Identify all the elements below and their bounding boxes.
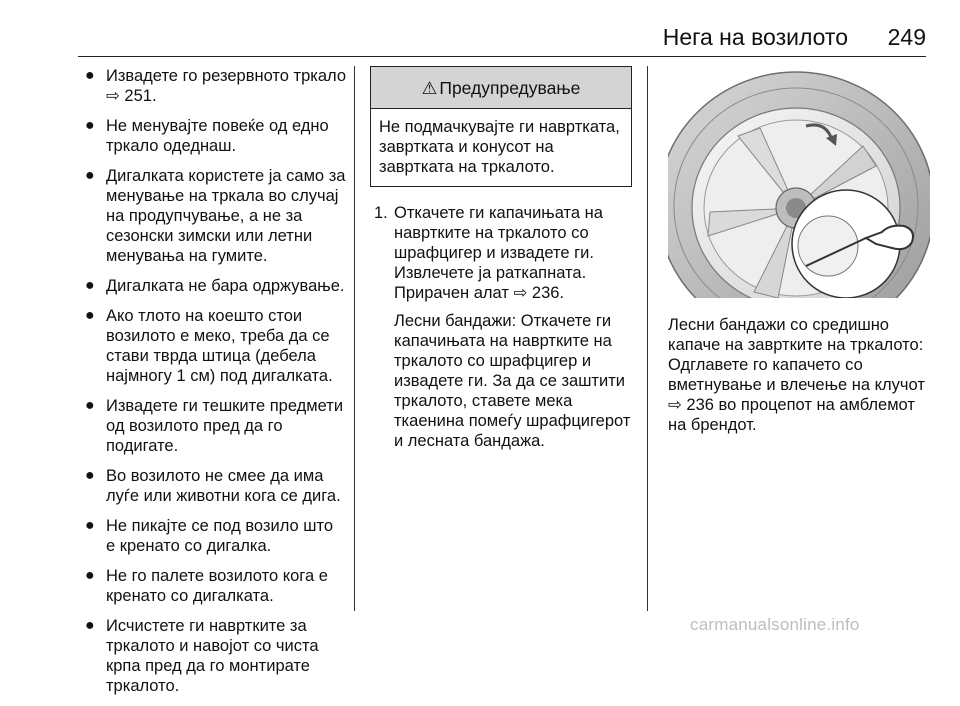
bullet-text: Не го палете возилото кога е кренато со дигалката.	[106, 567, 328, 605]
watermark: carmanualsonline.info	[690, 615, 860, 634]
ref-arrow-icon: ⇨	[513, 284, 528, 302]
column-divider	[647, 66, 648, 611]
precaution-list	[84, 66, 346, 696]
wheel-illustration	[668, 66, 930, 298]
bullet-text: Исчистете ги навртките за тркалото и навојот со чиста крпа пред да го монтирате тркалото.	[106, 617, 319, 695]
list-item	[84, 566, 346, 606]
bullet-icon: ●	[85, 517, 95, 534]
section-title: Нега на возилото	[662, 24, 848, 50]
list-item	[84, 616, 346, 696]
page-reference-link[interactable]: 236.	[531, 284, 565, 302]
column-middle	[370, 66, 634, 459]
header-rule	[78, 56, 926, 57]
step-text: Откачете ги капачињата на навртките на тркалото со шрафцигер и извадете ги. Извлечете ја раткапната. Прирачен алат	[394, 204, 603, 302]
caption-text: Лесни бандажи со средишно капаче на завртките на тркалото: Одглавете го капачето со вметнување и влечење на клучот	[668, 316, 925, 394]
warning-icon: ⚠	[421, 77, 438, 98]
bullet-text: Дигалката користете ја само за менување на тркала во случај на продупчување, а не за сезонски зимски или летни менувања на гумите.	[106, 167, 346, 265]
bullet-icon: ●	[85, 617, 95, 634]
step-item	[374, 203, 634, 451]
bullet-icon: ●	[85, 467, 95, 484]
warning-box	[370, 66, 632, 187]
page-header	[0, 22, 960, 58]
bullet-text: Во возилото не смее да има луѓе или животни кога се дига.	[106, 467, 341, 505]
list-item	[84, 166, 346, 266]
bullet-icon: ●	[85, 567, 95, 584]
bullet-icon: ●	[85, 277, 95, 294]
column-right	[668, 66, 930, 435]
bullet-text: Ако тлото на коешто стои возилото е меко, треба да се стави тврда штица (дебела најмногу 1 см) под дигалката.	[106, 307, 333, 385]
page-reference-link[interactable]: 236 во процепот на амблемот на брендот.	[668, 396, 915, 434]
figure-caption	[668, 315, 930, 435]
step-number: 1.	[374, 204, 388, 222]
warning-text: Не подмачкувајте ги навртката, завртката и конусот на завртката на тркалото.	[379, 118, 620, 176]
list-item	[84, 466, 346, 506]
warning-title: Предупредување	[439, 77, 581, 98]
bullet-text: Извадете го резервното тркало	[106, 67, 347, 85]
list-item	[84, 66, 346, 106]
list-item	[84, 116, 346, 156]
step-paragraph	[394, 203, 634, 303]
step-list	[370, 203, 634, 451]
list-item	[84, 306, 346, 386]
warning-header	[371, 67, 631, 109]
bullet-icon: ●	[85, 307, 95, 324]
column-divider	[354, 66, 355, 611]
bullet-text: Не менувајте повеќе од едно тркало одеднаш.	[106, 117, 329, 155]
step-paragraph: Лесни бандажи: Откачете ги капачињата на навртките на тркалото со шрафцигер и извадете ги. За да се заштити тркалото, ставете мека ткаенина помеѓу шрафцигерот и лесната бандажа.	[394, 312, 631, 450]
bullet-text: Извадете ги тешките предмети од возилото пред да го подигате.	[106, 397, 344, 455]
list-item	[84, 396, 346, 456]
ref-arrow-icon: ⇨	[668, 396, 682, 414]
column-left	[84, 66, 346, 706]
bullet-icon: ●	[85, 397, 95, 414]
list-item	[84, 276, 346, 296]
ref-arrow-icon: ⇨	[106, 87, 120, 105]
page-reference-link[interactable]: 251.	[124, 87, 157, 105]
bullet-text: Дигалката не бара одржување.	[106, 277, 345, 295]
bullet-icon: ●	[85, 67, 95, 84]
page-number: 249	[887, 24, 926, 50]
bullet-icon: ●	[85, 167, 95, 184]
list-item	[84, 516, 346, 556]
bullet-icon: ●	[85, 117, 95, 134]
bullet-text: Не пикајте се под возило што е кренато со дигалка.	[106, 517, 334, 555]
